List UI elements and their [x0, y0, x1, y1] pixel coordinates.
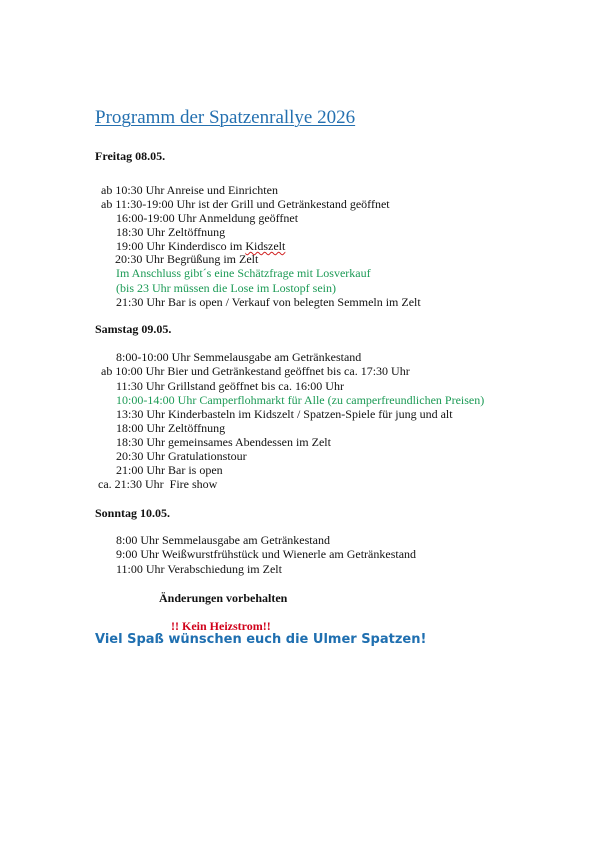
no-power-warning: !! Kein Heizstrom!!	[171, 619, 271, 633]
list-item: 8:00 Uhr Semmelausgabe am Getränkestand	[116, 533, 330, 547]
list-item: 18:30 Uhr Zeltöffnung	[116, 225, 226, 239]
spellcheck-word: Kidszelt	[245, 239, 286, 253]
list-item: ca. 21:30 Uhr Fire show	[98, 477, 218, 491]
list-item: 21:30 Uhr Bar is open / Verkauf von belegten Semmeln im Zelt	[116, 295, 421, 309]
list-item: ab 10:00 Uhr Bier und Getränkestand geöffnet bis ca. 17:30 Uhr	[101, 364, 410, 378]
page-title: Programm der Spatzenrallye 2026	[95, 107, 356, 128]
list-item-highlight: 10:00-14:00 Uhr Camperflohmarkt für Alle (zu camperfreundlichen Preisen)	[116, 393, 485, 407]
list-item: 8:00-10:00 Uhr Semmelausgabe am Getränkestand	[116, 350, 362, 364]
list-item: 11:00 Uhr Verabschiedung im Zelt	[116, 562, 282, 576]
changes-note: Änderungen vorbehalten	[159, 591, 288, 605]
list-item-highlight: Im Anschluss gibt´s eine Schätzfrage mit Losverkauf	[116, 266, 371, 280]
greeting: Viel Spaß wünschen euch die Ulmer Spatzen!	[95, 632, 427, 647]
list-item: 20:30 Uhr Gratulationstour	[116, 449, 247, 463]
list-item-highlight: (bis 23 Uhr müssen die Lose im Lostopf sein)	[116, 281, 336, 295]
day-heading-friday: Freitag 08.05.	[95, 149, 166, 163]
list-item: 18:00 Uhr Zeltöffnung	[116, 421, 226, 435]
list-item: ab 10:30 Uhr Anreise und Einrichten	[101, 183, 278, 197]
list-item: 13:30 Uhr Kinderbasteln im Kidszelt / Spatzen-Spiele für jung und alt	[116, 407, 453, 421]
list-item: 20:30 Uhr Begrüßung im Zelt	[115, 252, 259, 266]
list-item	[116, 239, 285, 253]
list-item: 9:00 Uhr Weißwurstfrühstück und Wienerle am Getränkestand	[116, 547, 417, 561]
list-item: ab 11:30-19:00 Uhr ist der Grill und Getränkestand geöffnet	[101, 197, 390, 211]
list-item: 21:00 Uhr Bar is open	[116, 463, 223, 477]
list-item: 18:30 Uhr gemeinsames Abendessen im Zelt	[116, 435, 331, 449]
list-item: 16:00-19:00 Uhr Anmeldung geöffnet	[116, 211, 299, 225]
list-item: 11:30 Uhr Grillstand geöffnet bis ca. 16:00 Uhr	[116, 379, 344, 393]
list-item-text: 19:00 Uhr Kinderdisco im	[116, 239, 246, 253]
day-heading-sunday: Sonntag 10.05.	[95, 506, 171, 520]
day-heading-saturday: Samstag 09.05.	[95, 322, 172, 336]
